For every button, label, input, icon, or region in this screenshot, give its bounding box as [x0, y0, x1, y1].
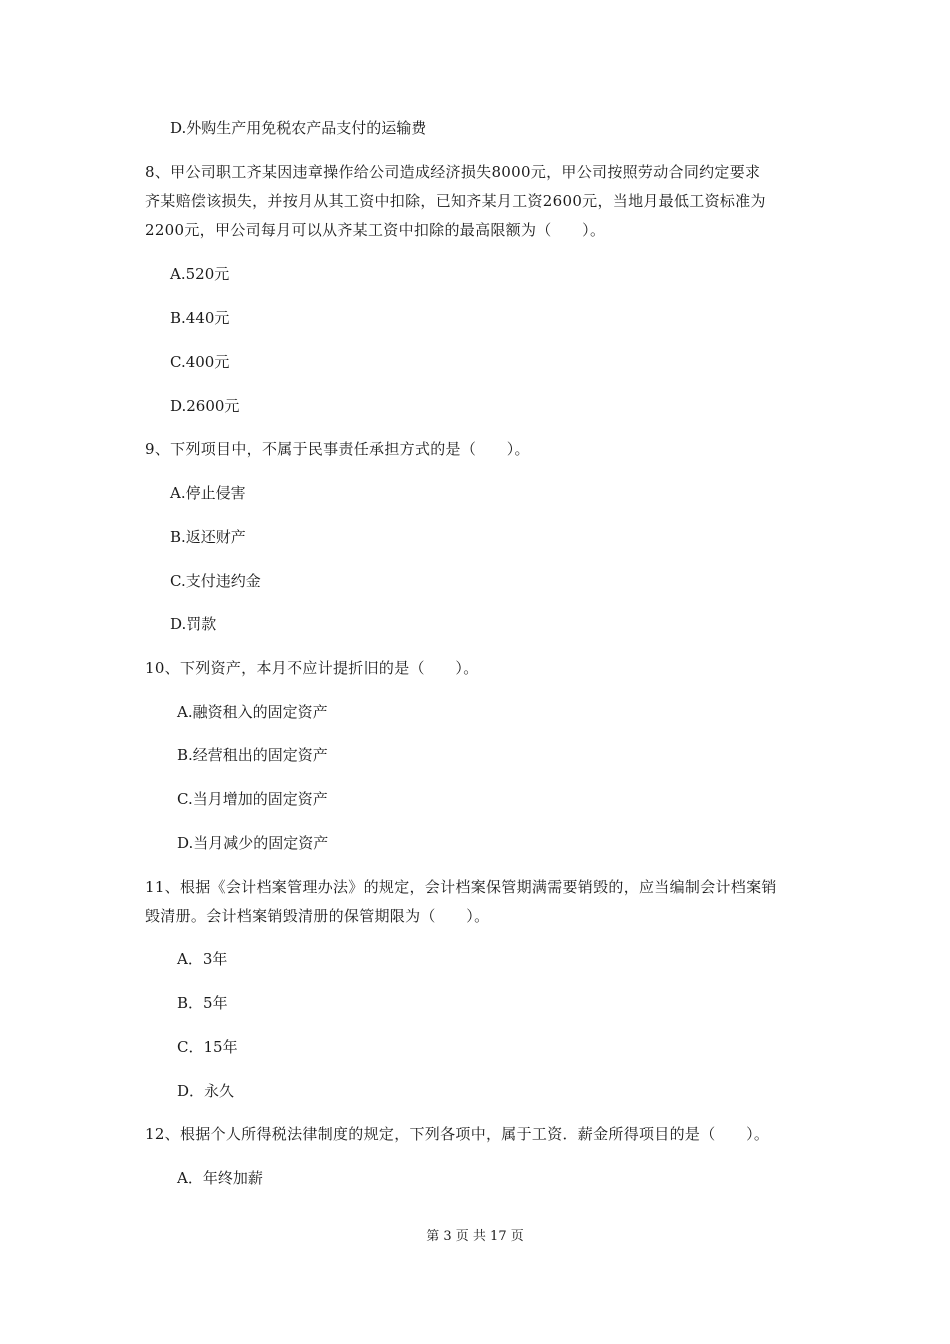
question-8-stem-line-1: 8、甲公司职工齐某因违章操作给公司造成经济损失8000元，甲公司按照劳动合同约定要求	[145, 163, 761, 181]
question-11-option-c: C．15年	[177, 1038, 238, 1056]
question-11-option-b: B．5年	[177, 994, 228, 1012]
question-12-stem: 12、根据个人所得税法律制度的规定，下列各项中，属于工资．薪金所得项目的是（ ）。	[145, 1125, 770, 1143]
question-10-option-b: B.经营租出的固定资产	[177, 746, 328, 764]
question-10-stem: 10、下列资产，本月不应计提折旧的是（ ）。	[145, 659, 479, 677]
question-9-option-a: A.停止侵害	[170, 484, 246, 502]
question-9-stem: 9、下列项目中，不属于民事责任承担方式的是（ ）。	[145, 440, 530, 458]
question-9-option-d: D.罚款	[170, 615, 217, 633]
page-number-footer: 第 3 页 共 17 页	[426, 1229, 524, 1244]
question-9-option-c: C.支付违约金	[170, 572, 261, 590]
question-9-option-b: B.返还财产	[170, 528, 246, 546]
question-11-option-a: A．3年	[177, 950, 228, 968]
question-10-option-d: D.当月减少的固定资产	[177, 834, 329, 852]
question-8-option-b: B.440元	[170, 309, 230, 327]
question-8-option-d: D.2600元	[170, 397, 240, 415]
question-11-stem-line-1: 11、根据《会计档案管理办法》的规定，会计档案保管期满需要销毁的，应当编制会计档案销	[145, 878, 777, 896]
question-8-option-a: A.520元	[170, 265, 230, 283]
question-10-option-c: C.当月增加的固定资产	[177, 790, 328, 808]
question-8-stem-line-2: 齐某赔偿该损失，并按月从其工资中扣除，已知齐某月工资2600元，当地月最低工资标准为	[145, 192, 766, 210]
question-10-option-a: A.融资租入的固定资产	[177, 703, 328, 721]
question-8-option-c: C.400元	[170, 353, 230, 371]
question-8-stem-line-3: 2200元，甲公司每月可以从齐某工资中扣除的最高限额为（ ）。	[145, 221, 606, 239]
option-d-prev: D.外购生产用免税农产品支付的运输费	[170, 119, 427, 137]
question-11-stem-line-2: 毁清册。会计档案销毁清册的保管期限为（ ）。	[145, 907, 490, 925]
question-11-option-d: D．永久	[177, 1082, 235, 1100]
question-12-option-a: A．年终加薪	[177, 1169, 263, 1187]
